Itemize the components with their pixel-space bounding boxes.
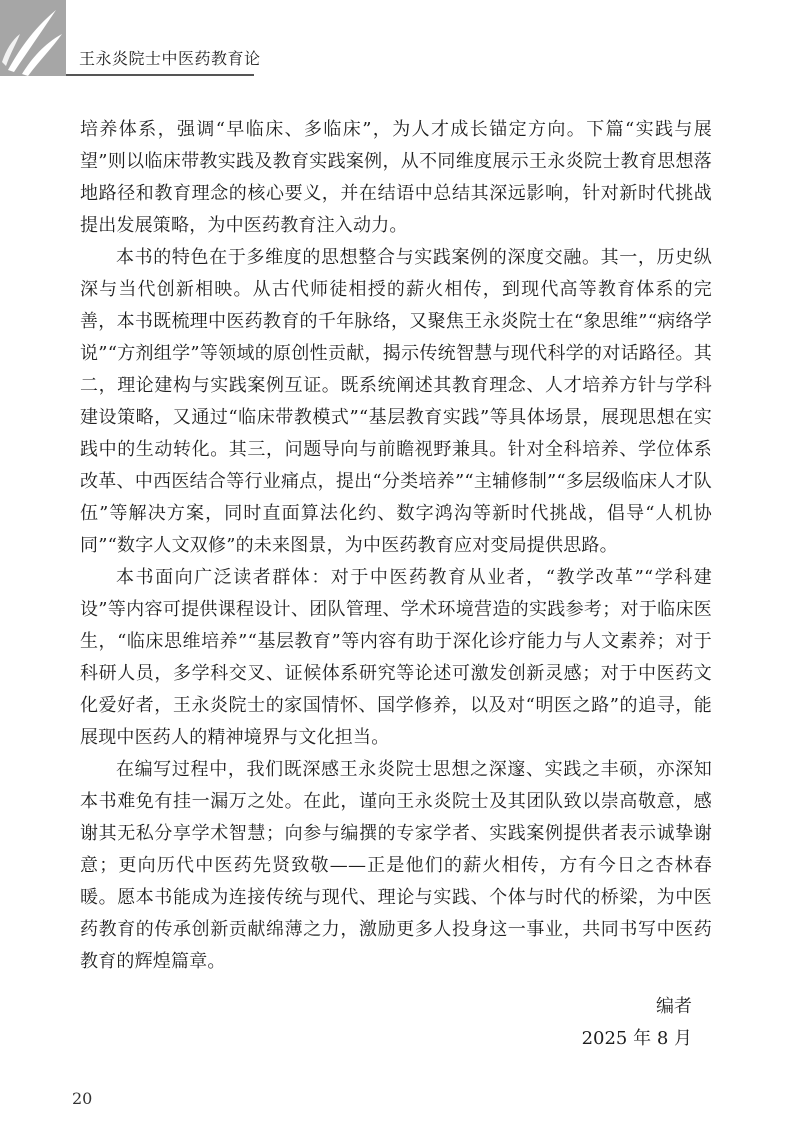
running-header-title: 王永炎院士中医药教育论 (79, 49, 261, 68)
signature-block (582, 991, 692, 1055)
header-divider (66, 74, 254, 76)
paragraph-acknowledgements: 在编写过程中，我们既深感王永炎院士思想之深邃、实践之丰硕，亦深知本书难免有挂一漏万之处。在此，谨向王永炎院士及其团队致以崇高敬意，感谢其无私分享学术智慧；向参与编撰的专家学者、实践案例提供者表示诚挚谢意；更向历代中医药先贤致敬——正是他们的薪火相传，方有今日之杏林春暖。愿本书能成为连接传统与现代、理论与实践、个体与时代的桥梁，为中医药教育的传承创新贡献绵薄之力，激励更多人投身这一事业，共同书写中医药教育的辉煌篇章。 (80, 759, 712, 972)
paragraph-features: 本书的特色在于多维度的思想整合与实践案例的深度交融。其一，历史纵深与当代创新相映。从古代师徒相授的薪火相传，到现代高等教育体系的完善，本书既梳理中医药教育的千年脉络，又聚焦王永炎院士在“象思维”“病络学说”“方剂组学”等领域的原创性贡献，揭示传统智慧与现代科学的对话路径。其二，理论建构与实践案例互证。既系统阐述其教育理念、人才培养方针与学科建设策略，又通过“临床带教模式”“基层教育实践”等具体场景，展现思想在实践中的生动转化。其三，问题导向与前瞻视野兼具。针对全科培养、学位体系改革、中西医结合等行业痛点，提出“分类培养”“主辅修制”“多层级临床人才队伍”等解决方案，同时直面算法化约、数字鸿沟等新时代挑战，倡导“人机协同”“数字人文双修”的未来图景，为中医药教育应对变局提供思路。 (80, 247, 712, 556)
paragraph-audience: 本书面向广泛读者群体：对于中医药教育从业者，“教学改革”“学科建设”等内容可提供课程设计、团队管理、学术环境营造的实践参考；对于临床医生，“临床思维培养”“基层教育”等内容有助于深化诊疗能力与人文素养；对于科研人员，多学科交叉、证候体系研究等论述可激发创新灵感；对于中医药文化爱好者，王永炎院士的家国情怀、国学修养，以及对“明医之路”的追寻，能展现中医药人的精神境界与文化担当。 (80, 567, 712, 748)
signature-author: 编者 (656, 996, 692, 1017)
signature-date: 2025 年 8 月 (581, 1028, 692, 1049)
page-number: 20 (72, 1089, 93, 1108)
header-corner-block (0, 0, 66, 76)
body-text (80, 114, 712, 978)
bamboo-leaves-icon (0, 0, 66, 76)
paragraph-continuation: 培养体系，强调“早临床、多临床”，为人才成长锚定方向。下篇“实践与展望”则以临床带教实践及教育实践案例，从不同维度展示王永炎院士教育思想落地路径和教育理念的核心要义，并在结语中总结其深远影响，针对新时代挑战提出发展策略，为中医药教育注入动力。 (80, 119, 712, 236)
